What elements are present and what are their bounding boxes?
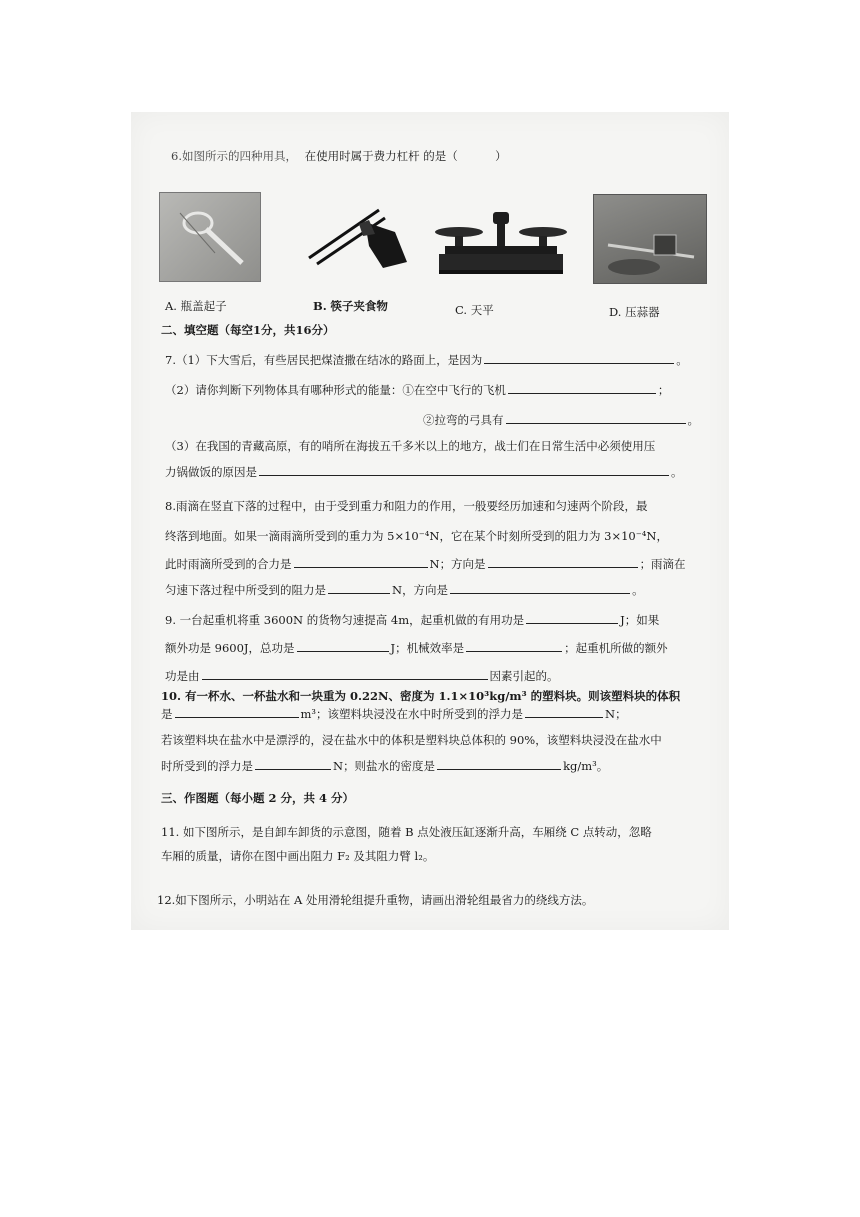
option-d-label: D. 压蒜器 [609, 305, 660, 319]
q10-line2: 是 m³；该塑料块浸没在水中时所受到的浮力是 N； [161, 707, 627, 721]
q7-part1: 7.（1）下大雪后，有些居民把煤渣撒在结冰的路面上，是因为 。 [165, 353, 688, 367]
q9-line3: 功是由 因素引起的。 [165, 669, 559, 683]
garlic-press-icon [593, 194, 707, 284]
q8-line4: 匀速下落过程中所受到的阻力是 N，方向是 。 [165, 583, 644, 597]
q10-line4: 时所受到的浮力是 N；则盐水的密度是 kg/m³。 [161, 759, 609, 773]
q10-line3: 若该塑料块在盐水中是漂浮的，浸在盐水中的体积是塑料块总体积的 90%，该塑料块浸没在盐水中 [161, 733, 662, 747]
chopsticks-icon [299, 200, 419, 270]
q8-line2: 终落到地面。如果一滴雨滴所受到的重力为 5×10⁻⁴N，它在某个时刻所受到的阻力为 3×10⁻⁴N， [165, 529, 668, 543]
q7-part3: （3）在我国的青藏高原，有的哨所在海拔五千多米以上的地方，战士们在日常生活中必须使用压 [165, 439, 656, 453]
q12-line1: 12.如下图所示，小明站在 A 处用滑轮组提升重物，请画出滑轮组最省力的绕线方法。 [157, 893, 594, 907]
option-c-label: C. 天平 [455, 303, 494, 317]
q7-part2: （2）请你判断下列物体具有哪种形式的能量：①在空中飞行的飞机 ； [165, 383, 670, 397]
q8-line1: 8.雨滴在竖直下落的过程中，由于受到重力和阻力的作用，一般要经历加速和匀速两个阶段，最 [165, 499, 648, 513]
q8-line3: 此时雨滴所受到的合力是 N；方向是 ；雨滴在 [165, 557, 686, 571]
q9-line2: 额外功是 9600J，总功是 J；机械效率是 ；起重机所做的额外 [165, 641, 668, 655]
exam-sheet [131, 112, 729, 930]
q11-line2: 车厢的质量，请你在图中画出阻力 F₂ 及其阻力臂 l₂。 [161, 849, 435, 863]
balance-scale-icon [431, 204, 571, 276]
bottle-opener-icon [159, 192, 261, 282]
option-a-label: A. 瓶盖起子 [165, 299, 227, 313]
q9-line1: 9. 一台起重机将重 3600N 的货物匀速提高 4m，起重机做的有用功是 J；如果 [165, 613, 660, 627]
q7-part3b: 力锅做饭的原因是 。 [165, 465, 683, 479]
q10-line1: 10. 有一杯水、一杯盐水和一块重为 0.22N、密度为 1.1×10³kg/m³ 的塑料块。则该塑料块的体积 [161, 689, 681, 703]
q11-line1: 11. 如下图所示，是自卸车卸货的示意图，随着 B 点处液压缸逐渐升高，车厢绕 C 点转动，忽略 [161, 825, 652, 839]
section-2-title: 二、填空题（每空1分，共16分） [161, 323, 335, 337]
q6-stem: 6.如图所示的四种用具， 在使用时属于费力杠杆 的是（ ） [171, 149, 507, 163]
option-b-label: B. 筷子夹食物 [313, 299, 388, 313]
section-3-title: 三、作图题（每小题 2 分，共 4 分） [161, 791, 355, 805]
q7-part2b: ②拉弯的弓具有 。 [423, 413, 699, 427]
